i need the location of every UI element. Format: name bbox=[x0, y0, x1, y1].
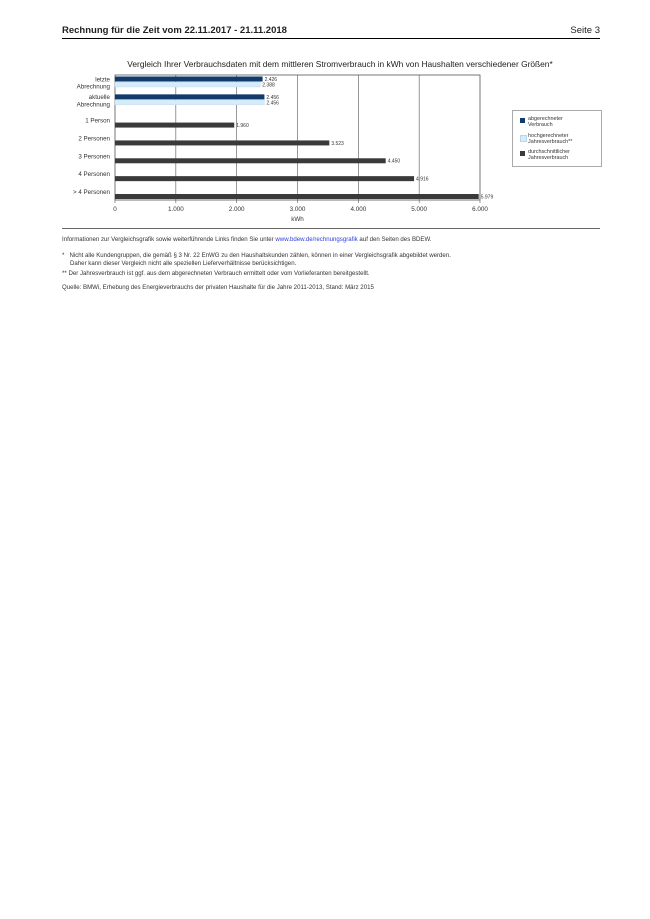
bar-value-label: 2.456 bbox=[266, 100, 279, 107]
footnote-1-line-1: Nicht alle Kundengruppen, die gemäß § 3 Nr. 22 EnWG zu den Haushaltskunden zählen, können in einer Vergleichsgrafik abgebildet werden. bbox=[69, 252, 451, 259]
category-label: 2 Personen bbox=[78, 135, 110, 143]
info-note bbox=[62, 236, 432, 244]
legend-swatch bbox=[520, 135, 527, 142]
chart-legend bbox=[512, 110, 602, 167]
bar-value-label: 2.388 bbox=[262, 82, 275, 89]
legend-label: durchschnittlicher Jahresverbrauch bbox=[528, 149, 570, 162]
info-prefix: Informationen zur Vergleichsgrafik sowie weiterführende Links finden Sie unter bbox=[62, 236, 276, 243]
page-number: Seite 3 bbox=[570, 25, 600, 36]
category-label: > 4 Personen bbox=[73, 188, 110, 196]
bar bbox=[115, 158, 386, 163]
bar bbox=[115, 94, 264, 99]
legend-label: hochgerechneter Jahresverbrauch** bbox=[528, 133, 573, 146]
category-label: Abrechnung bbox=[76, 83, 110, 91]
bar-value-label: 1.960 bbox=[236, 122, 249, 129]
invoice-period-title: Rechnung für die Zeit vom 22.11.2017 - 21.11.2018 bbox=[62, 25, 287, 36]
bar bbox=[115, 82, 260, 87]
footnote-2-text: Der Jahresverbrauch ist ggf. aus dem abgerechneten Verbrauch ermittelt oder vom Vorlieferanten bereitgestellt. bbox=[68, 270, 370, 277]
category-label: Abrechnung bbox=[76, 101, 110, 109]
x-tick-label: 5.000 bbox=[411, 206, 428, 213]
x-tick-label: 0 bbox=[113, 206, 117, 213]
bar bbox=[115, 100, 264, 105]
x-tick-label: 4.000 bbox=[350, 206, 367, 213]
category-label: 3 Personen bbox=[78, 153, 110, 161]
notes-divider bbox=[62, 228, 600, 229]
bar bbox=[115, 176, 414, 181]
footnote-1-line-2: Daher kann dieser Vergleich nicht alle speziellen Lieferverhältnisse berücksichtigen. bbox=[70, 260, 297, 268]
legend-label: abgerechneter Verbrauch bbox=[528, 116, 563, 129]
bdew-link[interactable]: www.bdew.de/rechnungsgrafik bbox=[275, 236, 358, 243]
x-axis-label: kWh bbox=[291, 216, 304, 223]
footnote-1-marker: * bbox=[62, 252, 65, 259]
legend-swatch bbox=[520, 151, 525, 156]
category-label: 1 Person bbox=[85, 117, 110, 125]
x-tick-label: 2.000 bbox=[228, 206, 245, 213]
bar-value-label: 2.456 bbox=[266, 94, 279, 101]
x-tick-label: 6.000 bbox=[472, 206, 488, 213]
bar-value-label: 4.450 bbox=[387, 158, 401, 165]
source-note: Quelle: BMWi, Erhebung des Energieverbrauchs der privaten Haushalte für die Jahre 2011-2013, Stand: März 2015 bbox=[62, 284, 374, 291]
bar bbox=[115, 140, 329, 145]
bar-value-label: 4.916 bbox=[416, 176, 429, 183]
bar bbox=[115, 194, 479, 199]
category-label: letzte bbox=[95, 76, 110, 84]
category-label: 4 Personen bbox=[78, 171, 110, 179]
bar bbox=[115, 77, 263, 82]
footnote-1 bbox=[62, 252, 451, 269]
chart-title: Vergleich Ihrer Verbrauchsdaten mit dem mittleren Stromverbrauch in kWh von Haushalten verschiedener Größen* bbox=[127, 59, 553, 69]
info-suffix: auf den Seiten des BDEW. bbox=[357, 236, 432, 243]
bar-value-label: 5.979 bbox=[480, 194, 494, 201]
x-tick-label: 3.000 bbox=[289, 206, 306, 213]
bar-value-label: 3.523 bbox=[331, 140, 344, 147]
bar bbox=[115, 123, 234, 128]
footnote-2-marker: ** bbox=[62, 270, 67, 277]
category-label: aktuelle bbox=[88, 94, 110, 102]
bar-value-label: 2.426 bbox=[264, 76, 278, 83]
x-tick-label: 1.000 bbox=[167, 206, 184, 213]
legend-swatch bbox=[520, 118, 525, 123]
footnote-2 bbox=[62, 270, 370, 278]
